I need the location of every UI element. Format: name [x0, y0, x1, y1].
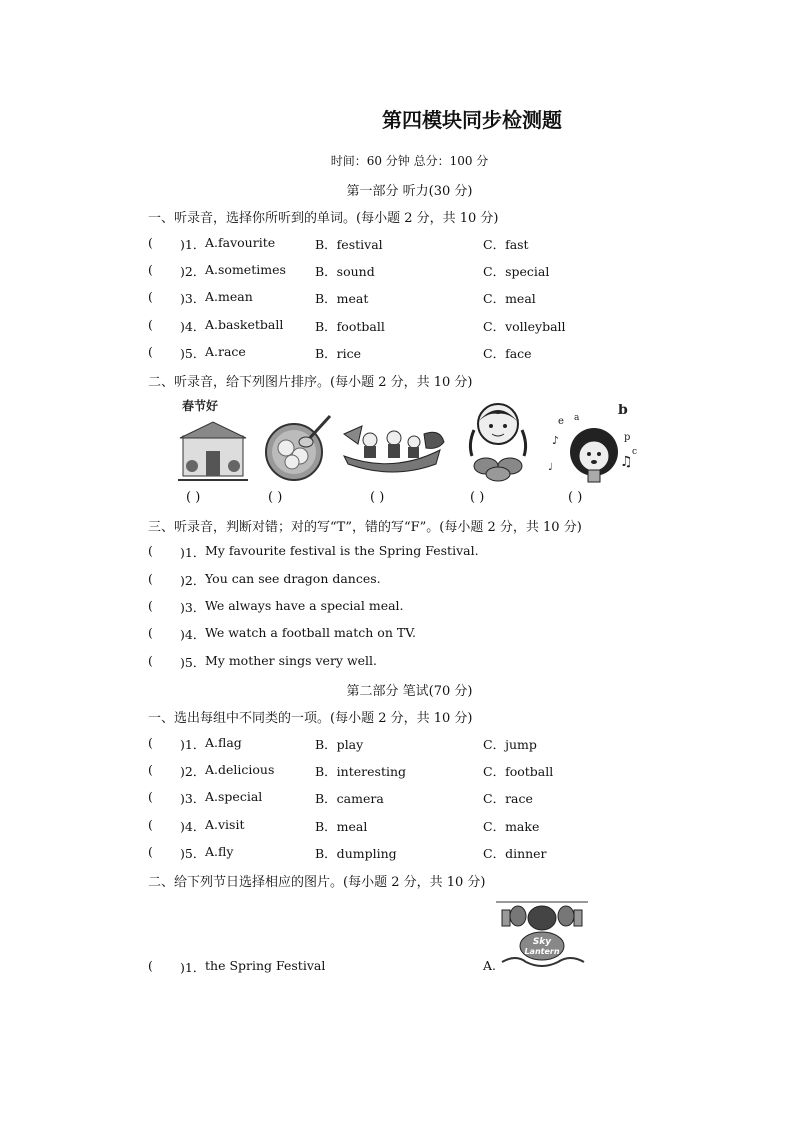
p1-sec3-heading: 三、听录音，判断对错；对的写“T”，错的写“F”。(每小题 2 分，共 10 分) — [148, 520, 582, 535]
answer-bracket[interactable]: ( — [148, 653, 153, 668]
svg-text:e: e — [558, 416, 564, 427]
mooncake-girl-picture — [462, 400, 534, 484]
svg-text:c: c — [632, 447, 638, 457]
answer-bracket[interactable]: ( — [148, 789, 153, 804]
p1-sec2-heading: 二、听录音，给下列图片排序。(每小题 2 分，共 10 分) — [148, 375, 473, 390]
option-a: A.basketball — [205, 317, 284, 332]
option-b: B．play — [315, 737, 364, 752]
option-b: B．festival — [315, 237, 383, 252]
answer-bracket[interactable]: ( — [148, 571, 153, 586]
festival-name: the Spring Festival — [205, 958, 326, 973]
svg-text:a: a — [574, 413, 580, 423]
option-a: A.delicious — [205, 762, 275, 777]
picture-4-bracket[interactable]: ( ) — [470, 490, 485, 505]
svg-text:♪: ♪ — [552, 434, 560, 447]
option-b: B．dumpling — [315, 846, 397, 861]
option-b: B．sound — [315, 264, 375, 279]
option-a-label: A. — [483, 958, 497, 973]
p2-sec1-heading: 一、选出每组中不同类的一项。(每小题 2 分，共 10 分) — [148, 711, 473, 726]
statement-text: You can see dragon dances. — [205, 571, 381, 586]
option-c: C．fast — [483, 237, 529, 252]
option-b: B．football — [315, 319, 385, 334]
spring-festival-picture — [178, 396, 248, 488]
p1-sec1-heading: 一、听录音，选择你所听到的单词。(每小题 2 分，共 10 分) — [148, 211, 499, 226]
answer-bracket[interactable]: ( — [148, 317, 153, 332]
dragon-boat-picture — [340, 420, 446, 476]
option-a: A.sometimes — [205, 262, 286, 277]
option-c: C．special — [483, 264, 550, 279]
answer-bracket[interactable]: ( — [148, 543, 153, 558]
option-b: B．meat — [315, 291, 369, 306]
singing-girl-picture — [544, 404, 644, 484]
option-a: A.race — [205, 344, 246, 359]
picture-1-bracket[interactable]: ( ) — [186, 490, 201, 505]
option-a: A.flag — [205, 735, 242, 750]
picture-5-bracket[interactable]: ( ) — [568, 490, 583, 505]
exam-info: 时间：60 分钟 总分：100 分 — [330, 154, 489, 168]
option-b: B．camera — [315, 791, 384, 806]
answer-bracket[interactable]: ( — [148, 735, 153, 750]
option-a: A.visit — [205, 817, 245, 832]
sky-lantern-picture — [496, 896, 588, 972]
option-a: A.mean — [205, 289, 253, 304]
answer-bracket[interactable]: ( — [148, 344, 153, 359]
answer-bracket[interactable]: ( — [148, 625, 153, 640]
answer-bracket[interactable]: ( — [148, 844, 153, 859]
option-c: C．meal — [483, 291, 536, 306]
page-title: 第四模块同步检测题 — [382, 108, 562, 132]
answer-bracket[interactable]: ( — [148, 817, 153, 832]
answer-bracket[interactable]: ( — [148, 289, 153, 304]
svg-text:♩: ♩ — [548, 462, 553, 473]
picture-2-bracket[interactable]: ( ) — [268, 490, 283, 505]
answer-bracket[interactable]: ( — [148, 958, 153, 973]
option-c: C．football — [483, 764, 554, 779]
option-c: C．race — [483, 791, 533, 806]
option-c: C．jump — [483, 737, 537, 752]
part1-heading: 第一部分 听力(30 分) — [346, 184, 473, 199]
tangyuan-bowl-picture — [262, 410, 334, 482]
svg-text:b: b — [618, 404, 628, 418]
option-c: C．make — [483, 819, 540, 834]
option-b: B．meal — [315, 819, 368, 834]
option-a: A.fly — [205, 844, 234, 859]
lantern-text: Lantern — [524, 947, 560, 956]
option-b: B．interesting — [315, 764, 407, 779]
svg-text:♫: ♫ — [620, 454, 633, 470]
statement-text: My mother sings very well. — [205, 653, 378, 668]
statement-text: My favourite festival is the Spring Festival. — [205, 543, 479, 558]
sky-text: Sky — [532, 937, 552, 947]
option-c: C．face — [483, 346, 532, 361]
answer-bracket[interactable]: ( — [148, 762, 153, 777]
option-c: C．volleyball — [483, 319, 566, 334]
option-b: B．rice — [315, 346, 362, 361]
option-a: A.special — [205, 789, 263, 804]
part2-heading: 第二部分 笔试(70 分) — [346, 684, 473, 699]
statement-text: We watch a football match on TV. — [205, 625, 417, 640]
picture-3-bracket[interactable]: ( ) — [370, 490, 385, 505]
statement-text: We always have a special meal. — [205, 598, 404, 613]
option-a: A.favourite — [205, 235, 276, 250]
svg-text:p: p — [624, 432, 631, 443]
answer-bracket[interactable]: ( — [148, 598, 153, 613]
answer-bracket[interactable]: ( — [148, 235, 153, 250]
answer-bracket[interactable]: ( — [148, 262, 153, 277]
option-c: C．dinner — [483, 846, 547, 861]
p2-sec2-heading: 二、给下列节日选择相应的图片。(每小题 2 分，共 10 分) — [148, 875, 486, 890]
spring-text: 春节好 — [182, 399, 219, 413]
